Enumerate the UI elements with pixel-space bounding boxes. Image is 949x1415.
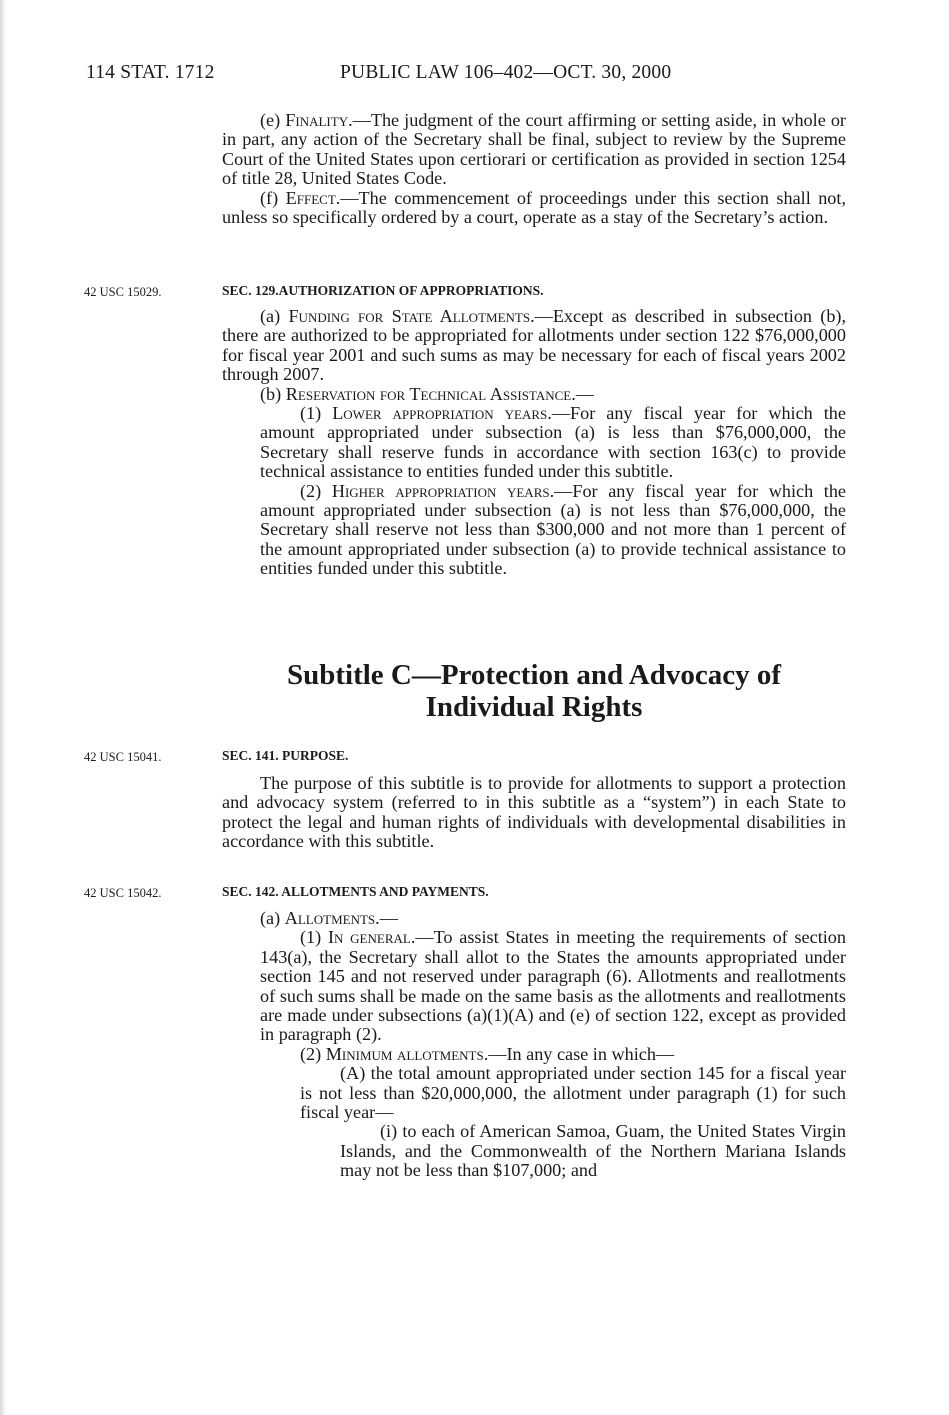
paragraph-b2-higher-years: (2) Higher appropriation years.—For any fiscal year for which the amount appropriated under subsection (a) is not less than $76,000,000, the Secretary shall reserve not less than $300,000 and not more than 1 percent of the amount appropriated under subsection (a) to provide technical assistance to entities funded under this subtitle. bbox=[260, 480, 846, 579]
section-129-heading: SEC. 129.AUTHORIZATION OF APPROPRIATIONS. bbox=[222, 283, 544, 298]
paragraph-a2-minimum: (2) Minimum allotments.—In any case in which— bbox=[300, 1043, 675, 1064]
section-141-heading: SEC. 141. PURPOSE. bbox=[222, 748, 349, 763]
paragraph-a1-in-general: (1) In general.—To assist States in meeting the requirements of section 143(a), the Secretary shall allot to the States the amounts appropriated under section 145 and not reserved under paragraph (6). Allotments and reallotments of such sums shall be made on the same basis as the allotments and reallotments are made under subsections (a)(1)(A) and (e) of section 122, except as provided in paragraph (2). bbox=[260, 927, 846, 1045]
stat-page-number: 114 STAT. 1712 bbox=[86, 62, 215, 83]
paragraph-a-funding: (a) Funding for State Allotments.—Except as described in subsection (b), there are authorized to be appropriated for allotments under section 122 $76,000,000 for fiscal year 2001 and such sums as may be necessary for each of fiscal years 2002 through 2007. bbox=[222, 306, 847, 385]
paragraph-f-effect: (f) Effect.—The commencement of proceedings under this section shall not, unless so specifically ordered by a court, operate as a stay of the Secretary’s action. bbox=[222, 187, 847, 228]
section-141-body bbox=[222, 774, 846, 852]
section-128-continuation bbox=[222, 111, 846, 227]
subtitle-c-heading: Subtitle C—Protection and Advocacy of Individual Rights bbox=[286, 659, 782, 723]
public-law-citation: PUBLIC LAW 106–402—OCT. 30, 2000 bbox=[340, 62, 672, 83]
usc-citation-15041: 42 USC 15041. bbox=[84, 750, 162, 764]
usc-citation-15042: 42 USC 15042. bbox=[84, 886, 162, 900]
section-142-heading: SEC. 142. ALLOTMENTS AND PAYMENTS. bbox=[222, 884, 489, 899]
paragraph-b1-lower-years: (1) Lower appropriation years.—For any fiscal year for which the amount appropriated under subsection (a) is less than $76,000,000, the Secretary shall reserve funds in accordance with section 163(c) to provide technical assistance to entities funded under this subtitle. bbox=[260, 403, 846, 482]
clause-i: (i) to each of American Samoa, Guam, the United States Virgin Islands, and the Commonwealth of the Northern Mariana Islands may not be less than $107,000; and bbox=[340, 1121, 846, 1181]
paragraph-e-finality: (e) Finality.—The judgment of the court affirming or setting aside, in whole or in part, any action of the Secretary shall be final, subject to review by the Supreme Court of the United States upon certiorari or certification as provided in section 1254 of title 28, United States Code. bbox=[222, 110, 846, 189]
subparagraph-A: (A) the total amount appropriated under section 145 for a fiscal year is not less than $20,000,000, the allotment under paragraph (1) for such fiscal year— bbox=[300, 1063, 846, 1123]
section-129-body bbox=[222, 307, 846, 579]
paragraph-b-reservation: (b) Reservation for Technical Assistance.— bbox=[260, 383, 594, 404]
section-142-body bbox=[222, 909, 846, 1181]
paragraph-a-allotments: (a) Allotments.— bbox=[260, 908, 398, 928]
purpose-paragraph: The purpose of this subtitle is to provide for allotments to support a protection and advocacy system (referred to in this subtitle as a “system”) in each State to protect the legal and human rights of individuals with developmental disabilities in accordance with this subtitle. bbox=[222, 773, 846, 852]
usc-citation-15029: 42 USC 15029. bbox=[84, 285, 162, 299]
scan-edge bbox=[0, 0, 6, 1415]
